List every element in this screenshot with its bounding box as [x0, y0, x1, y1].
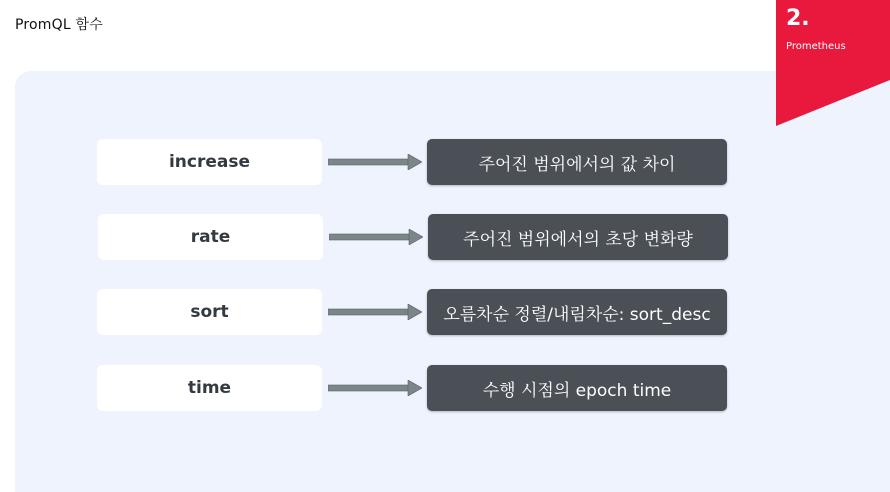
- right-arrow-icon: [328, 304, 422, 320]
- section-badge: [776, 0, 890, 126]
- function-name-box: rate: [98, 214, 323, 260]
- function-row-time: [0, 365, 890, 412]
- function-name-box: increase: [97, 139, 322, 185]
- right-arrow-icon: [328, 380, 422, 396]
- function-name-box: time: [97, 365, 322, 411]
- function-row-increase: [0, 139, 890, 186]
- page-title: PromQL 함수: [15, 17, 103, 33]
- function-description-box: 주어진 범위에서의 초당 변화량: [428, 214, 728, 260]
- right-arrow-icon: [329, 229, 423, 245]
- badge-number: 2.: [786, 6, 810, 31]
- badge-subtitle: Prometheus: [786, 41, 846, 52]
- function-name-box: sort: [97, 289, 322, 335]
- function-row-rate: [0, 214, 890, 261]
- right-arrow-icon: [328, 154, 422, 170]
- function-description-box: 오름차순 정렬/내림차순: sort_desc: [427, 289, 727, 335]
- function-description-box: 수행 시점의 epoch time: [427, 365, 727, 411]
- function-description-box: 주어진 범위에서의 값 차이: [427, 139, 727, 185]
- content-panel: [15, 71, 890, 492]
- function-row-sort: [0, 289, 890, 336]
